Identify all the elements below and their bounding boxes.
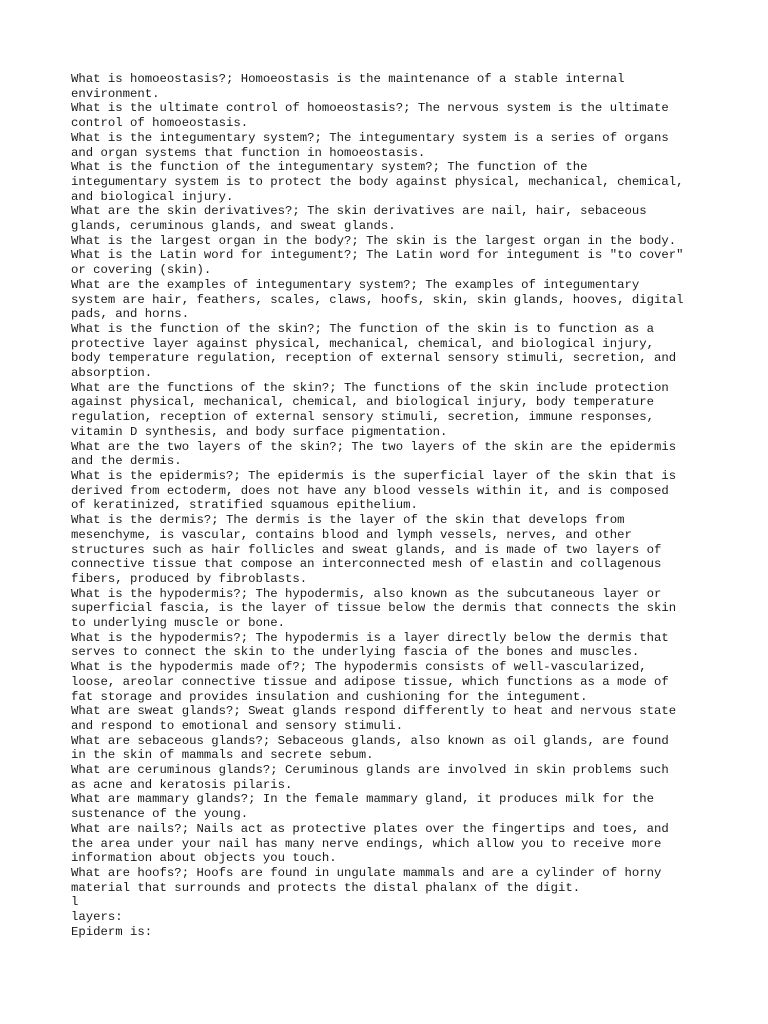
text-line: pads, and horns. [71, 307, 190, 322]
text-line: and the dermis. [71, 454, 182, 469]
text-line: regulation, reception of external sensory stimuli, secretion, immune responses, [71, 410, 654, 425]
text-line: absorption. [71, 366, 153, 381]
text-line: vitamin D synthesis, and body surface pigmentation. [71, 424, 448, 439]
text-line: What is the hypodermis?; The hypodermis is a layer directly below the dermis that [71, 630, 669, 645]
text-line: What is the largest organ in the body?; The skin is the largest organ in the body. [71, 233, 677, 248]
text-line: mesenchyme, is vascular, contains blood and lymph vessels, nerves, and other [71, 527, 632, 542]
text-line: What is the Latin word for integument?; The Latin word for integument is "to cover" [71, 248, 684, 263]
text-line: What are mammary glands?; In the female mammary gland, it produces milk for the [71, 792, 654, 807]
document-body [71, 72, 711, 939]
text-line: system are hair, feathers, scales, claws, hoofs, skin, skin glands, hooves, digital [71, 292, 684, 307]
text-line: material that surrounds and protects the distal phalanx of the digit. [71, 880, 581, 895]
text-line: glands, ceruminous glands, and sweat glands. [71, 219, 396, 234]
text-line: What is the function of the skin?; The function of the skin is to function as a [71, 321, 654, 336]
text-line: What are sweat glands?; Sweat glands respond differently to heat and nervous state [71, 704, 677, 719]
text-line: integumentary system is to protect the body against physical, mechanical, chemical, [71, 174, 684, 189]
text-line: and biological injury. [71, 189, 234, 204]
text-line: l [71, 895, 79, 910]
text-line: in the skin of mammals and secrete sebum. [71, 748, 374, 763]
text-line: layers: [71, 910, 123, 925]
text-line: superficial fascia, is the layer of tissue below the dermis that connects the skin [71, 601, 677, 616]
text-line: What is the epidermis?; The epidermis is the superficial layer of the skin that is [71, 468, 677, 483]
text-line: loose, areolar connective tissue and adipose tissue, which functions as a mode of [71, 674, 669, 689]
text-line: derived from ectoderm, does not have any blood vessels within it, and is composed [71, 483, 669, 498]
text-line: What are sebaceous glands?; Sebaceous glands, also known as oil glands, are found [71, 733, 669, 748]
text-line: What is the hypodermis made of?; The hypodermis consists of well-vascularized, [71, 660, 647, 675]
text-line: and respond to emotional and sensory stimuli. [71, 718, 404, 733]
text-line: body temperature regulation, reception of external sensory stimuli, secretion, and [71, 351, 677, 366]
text-line: to underlying muscle or bone. [71, 616, 286, 631]
text-line: or covering (skin). [71, 263, 212, 278]
text-line: environment. [71, 86, 160, 101]
text-line: What are hoofs?; Hoofs are found in ungulate mammals and are a cylinder of horny [71, 865, 662, 880]
text-line: control of homoeostasis. [71, 116, 249, 131]
text-line: What are the examples of integumentary system?; The examples of integumentary [71, 277, 640, 292]
text-line: information about objects you touch. [71, 851, 337, 866]
text-line: What are ceruminous glands?; Ceruminous glands are involved in skin problems such [71, 763, 669, 778]
text-line: What are the skin derivatives?; The skin derivatives are nail, hair, sebaceous [71, 204, 647, 219]
text-line: What is the function of the integumentary system?; The function of the [71, 160, 588, 175]
text-line: structures such as hair follicles and sweat glands, and is made of two layers of [71, 542, 662, 557]
text-line: and organ systems that function in homoeostasis. [71, 145, 426, 160]
text-line: fat storage and provides insulation and cushioning for the integument. [71, 689, 588, 704]
text-line: of keratinized, stratified squamous epithelium. [71, 498, 418, 513]
text-line: the area under your nail has many nerve endings, which allow you to receive more [71, 836, 662, 851]
text-line: What is the hypodermis?; The hypodermis, also known as the subcutaneous layer or [71, 586, 662, 601]
text-line: serves to connect the skin to the underlying fascia of the bones and muscles. [71, 645, 640, 660]
text-line: connective tissue that compose an interconnected mesh of elastin and collagenous [71, 557, 662, 572]
text-line: sustenance of the young. [71, 807, 249, 822]
text-line: What are the functions of the skin?; The functions of the skin include protection [71, 380, 669, 395]
text-line: against physical, mechanical, chemical, and biological injury, body temperature [71, 395, 654, 410]
text-line: What are nails?; Nails act as protective plates over the fingertips and toes, and [71, 821, 669, 836]
text-line: as acne and keratosis pilaris. [71, 777, 293, 792]
text-line: fibers, produced by fibroblasts. [71, 571, 308, 586]
text-line: What is the ultimate control of homoeostasis?; The nervous system is the ultimate [71, 101, 669, 116]
text-line: Epiderm is: [71, 924, 153, 939]
text-line: What are the two layers of the skin?; The two layers of the skin are the epidermis [71, 439, 677, 454]
text-line: What is homoeostasis?; Homoeostasis is the maintenance of a stable internal [71, 72, 625, 86]
text-line: What is the integumentary system?; The integumentary system is a series of organs [71, 130, 669, 145]
text-line: protective layer against physical, mechanical, chemical, and biological injury, [71, 336, 654, 351]
text-line: What is the dermis?; The dermis is the layer of the skin that develops from [71, 513, 625, 528]
